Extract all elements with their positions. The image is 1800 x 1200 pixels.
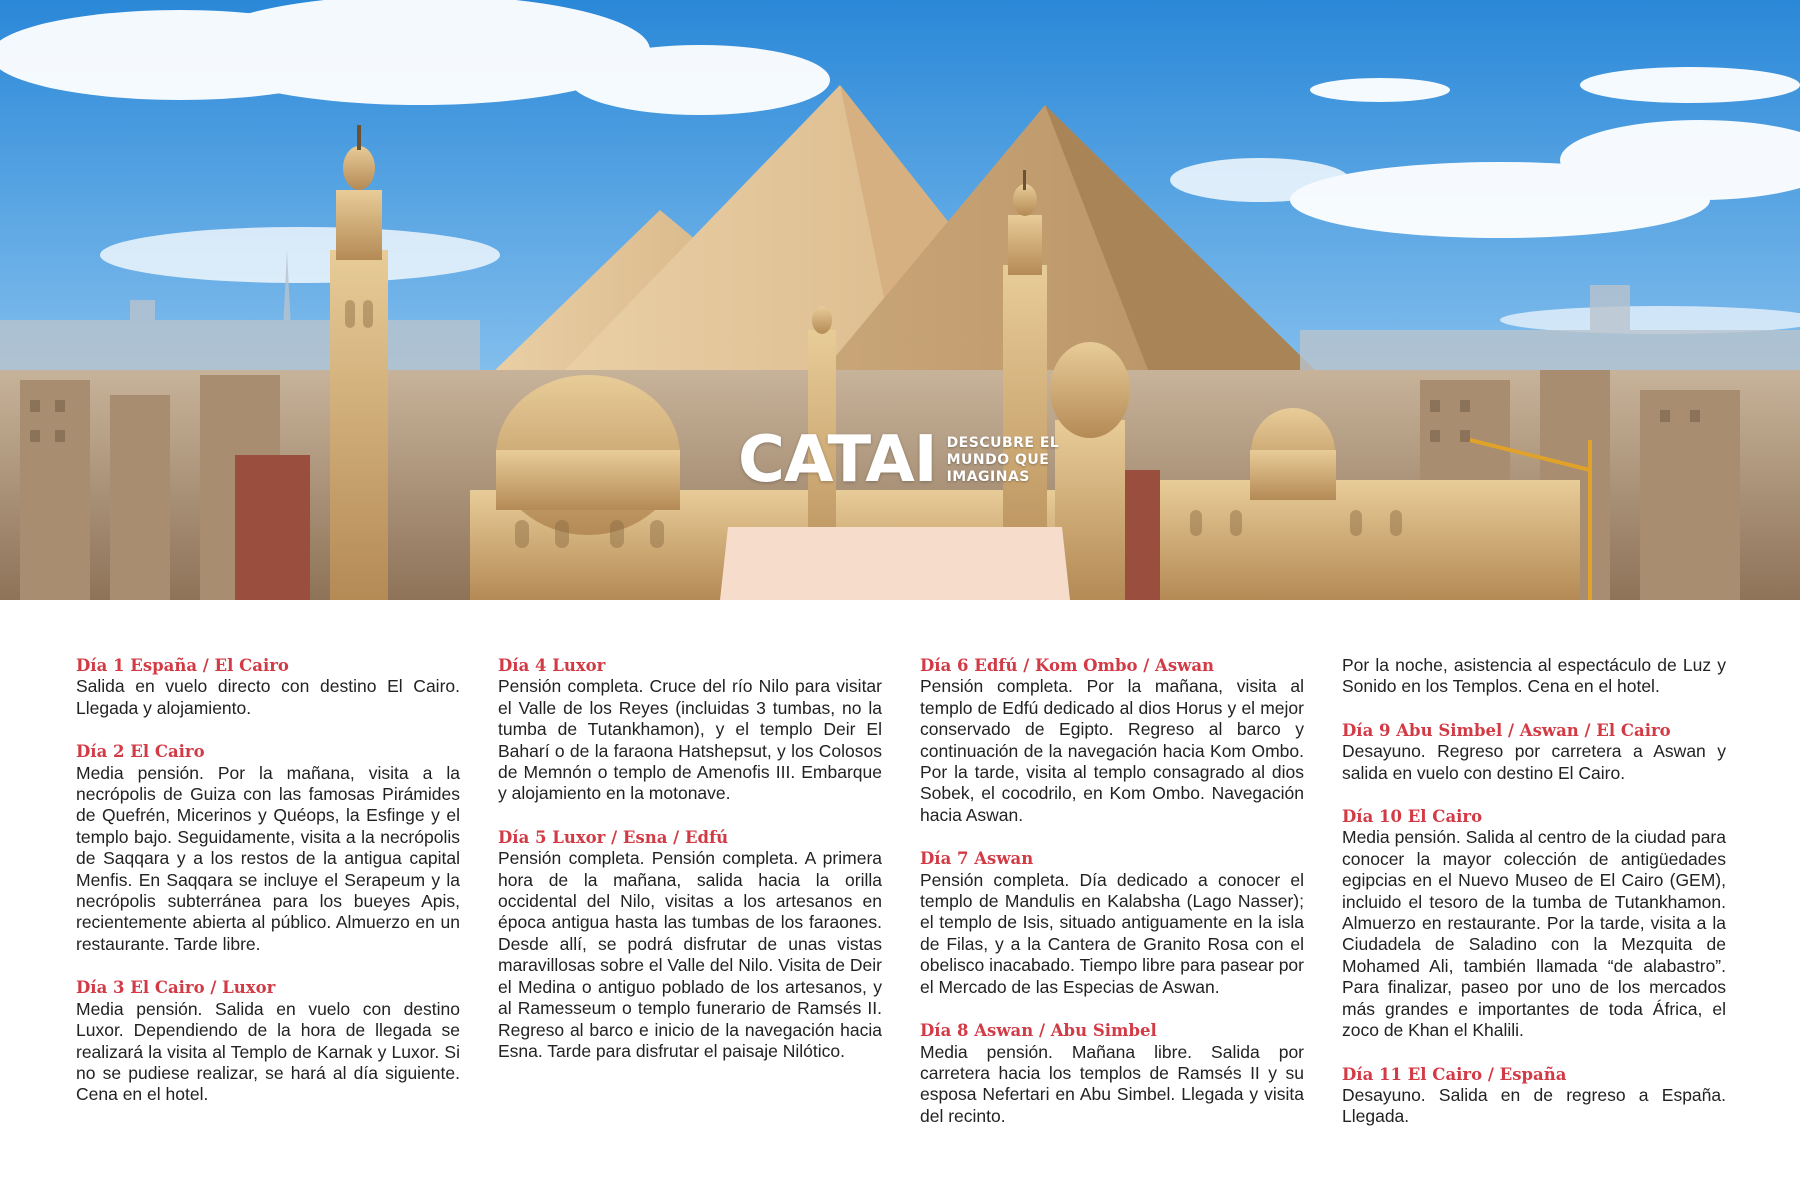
day-entry bbox=[76, 655, 460, 719]
day-entry bbox=[498, 827, 882, 1062]
day-description: Salida en vuelo directo con destino El Cairo. Llegada y alojamiento. bbox=[76, 676, 460, 718]
day-description: Desayuno. Salida en de regreso a España. Llegada. bbox=[1342, 1084, 1726, 1127]
day-title: Día 2 El Cairo bbox=[76, 742, 205, 762]
day-title: Día 6 Edfú / Kom Ombo / Aswan bbox=[920, 656, 1215, 675]
day-description: Media pensión. Salida al centro de la ciudad para conocer la mayor colección de antigüedades egipcias en el Nuevo Museo de El Cairo (GEM), incluido el tesoro de la tumba de Tutankhamon. Almuerzo en restaurante. Por la tarde, visita a la Ciudadela de Saladino con la Mezquita de Mohamed Ali, también llamada “de alabastro”. Para finalizar, paseo por uno de los mercados más grandes e importantes de toda África, el zoco de Khan el Khalili. bbox=[1342, 827, 1726, 1041]
logo-tagline bbox=[947, 435, 1060, 486]
day-description: Pensión completa. Cruce del río Nilo para visitar el Valle de los Reyes (incluidas 3 tumbas, no la tumba de Tutankhamon), y el templo Deir El Baharí o de la faraona Hatshepsut, y los Colosos de Memnón o templo de Amenofis III. Embarque y alojamiento en la motonave. bbox=[498, 676, 882, 804]
itinerary-column-1 bbox=[76, 655, 460, 1135]
day-description: Pensión completa. Día dedicado a conocer el templo de Mandulis en Kalabsha (Lago Nasser); el templo de Isis, situado antiguamente en la isla de Filas, y a la Cantera de Granito Rosa con el obelisco inacabado. Tiempo libre para pasear por el Mercado de las Especias de Aswan. bbox=[920, 869, 1304, 997]
day-description: Media pensión. Salida en vuelo con destino Luxor. Dependiendo de la hora de llegada se realizará la visita al Templo de Karnak y Luxor. Si no se pudiese realizar, se hará al día siguiente. Cena en el hotel. bbox=[76, 998, 460, 1105]
day-description: Desayuno. Regreso por carretera a Aswan y salida en vuelo con destino El Cairo. bbox=[1342, 741, 1726, 783]
day-entry bbox=[1342, 720, 1726, 784]
day-entry bbox=[920, 655, 1304, 826]
tagline-line-1: DESCUBRE EL bbox=[946, 434, 1060, 451]
day-entry bbox=[498, 655, 882, 805]
day-entry bbox=[920, 1020, 1304, 1127]
day-entry bbox=[920, 848, 1304, 998]
day-description: Pensión completa. Por la mañana, visita al templo de Edfú dedicado al dios Horus y el mejor conservado de Egipto. Regreso al barco y continuación de la navegación hacia Kom Ombo. Por la tarde, visita al templo consagrado al dios Sobek, el cocodrilo, en Kom Ombo. Navegación hacia Aswan. bbox=[920, 676, 1304, 825]
day-title: Día 9 Abu Simbel / Aswan / El Cairo bbox=[1342, 720, 1671, 740]
itinerary-column-4 bbox=[1342, 655, 1726, 1135]
day-title: Día 3 El Cairo / Luxor bbox=[76, 978, 276, 998]
day-description: Pensión completa. Pensión completa. A primera hora de la mañana, salida hacia la orilla occidental del Nilo, visitas a los artesanos en época antigua hasta las tumbas de los faraones. Desde allí, se podrá disfrutar de unas vistas maravillosas sobre el Valle del Nilo. Visita de Deir el Medina o antiguo poblado de los artesanos, y al Ramesseum o templo funerario de Ramsés II. Regreso al barco e inicio de la navegación hacia Esna. Tarde para disfrutar el paisaje Nilótico. bbox=[498, 848, 882, 1061]
day-entry bbox=[76, 741, 460, 955]
day-title: Día 1 España / El Cairo bbox=[76, 656, 289, 675]
logo-wordmark: CATAI bbox=[738, 423, 937, 497]
tagline-line-2: MUNDO QUE bbox=[946, 451, 1050, 468]
day-title: Día 11 El Cairo / España bbox=[1342, 1064, 1567, 1084]
catai-logo bbox=[738, 420, 1059, 500]
day-title: Día 8 Aswan / Abu Simbel bbox=[920, 1021, 1157, 1041]
day-entry bbox=[1342, 806, 1726, 1041]
day-entry-continued bbox=[1342, 655, 1726, 698]
day-entry bbox=[1342, 1064, 1726, 1128]
day-title: Día 7 Aswan bbox=[920, 849, 1034, 869]
day-description-continued: Por la noche, asistencia al espectáculo de Luz y Sonido en los Templos. Cena en el hotel. bbox=[1342, 655, 1726, 697]
title-tab bbox=[720, 527, 1070, 600]
day-entry bbox=[76, 977, 460, 1105]
itinerary bbox=[76, 655, 1726, 1135]
tagline-line-3: IMAGINAS bbox=[946, 468, 1030, 485]
itinerary-column-2 bbox=[498, 655, 882, 1135]
day-title: Día 10 El Cairo bbox=[1342, 807, 1483, 827]
day-title: Día 5 Luxor / Esna / Edfú bbox=[498, 827, 729, 847]
itinerary-column-3 bbox=[920, 655, 1304, 1135]
day-description: Media pensión. Mañana libre. Salida por carretera hacia los templos de Ramsés II y su esposa Nefertari en Abu Simbel. Llegada y visita del recinto. bbox=[920, 1041, 1304, 1126]
day-title: Día 4 Luxor bbox=[498, 656, 606, 675]
day-description: Media pensión. Por la mañana, visita a la necrópolis de Guiza con las famosas Pirámides de Quefrén, Micerinos y Quéops, la Esfinge y el templo bajo. Seguidamente, visita a la necrópolis de Saqqara y a los restos de la antigua capital Menfis. En Saqqara se incluye el Serapeum y la necrópolis subterránea para los bueyes Apis, recientemente abierta al público. Almuerzo en un restaurante. Tarde libre. bbox=[76, 762, 460, 954]
